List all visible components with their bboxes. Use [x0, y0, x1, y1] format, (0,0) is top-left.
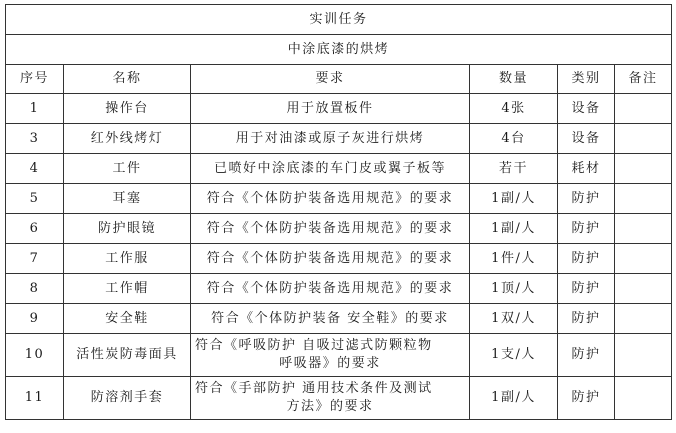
cell-requirement: 已喷好中涂底漆的车门皮或翼子板等	[191, 154, 470, 184]
cell-requirement: 用于对油漆或原子灰进行烘烤	[191, 124, 470, 154]
cell-no: 7	[6, 244, 64, 274]
cell-remark	[615, 244, 672, 274]
cell-category: 耗材	[558, 154, 615, 184]
cell-category: 防护	[558, 304, 615, 334]
cell-no: 10	[6, 334, 64, 377]
cell-name: 工作帽	[64, 274, 191, 304]
cell-quantity: 4张	[470, 94, 558, 124]
cell-quantity: 1顶/人	[470, 274, 558, 304]
cell-remark	[615, 214, 672, 244]
requirement-line-1: 符合《手部防护 通用技术条件及测试	[195, 381, 433, 396]
cell-name: 耳塞	[64, 184, 191, 214]
table-row	[6, 184, 672, 214]
header-quantity: 数量	[470, 65, 558, 94]
cell-quantity: 1件/人	[470, 244, 558, 274]
cell-requirement: 用于放置板件	[191, 94, 470, 124]
table-row	[6, 94, 672, 124]
cell-no: 6	[6, 214, 64, 244]
cell-name: 防护眼镜	[64, 214, 191, 244]
cell-requirement: 符合《个体防护装备选用规范》的要求	[191, 274, 470, 304]
table-row	[6, 304, 672, 334]
cell-remark	[615, 304, 672, 334]
cell-category: 防护	[558, 334, 615, 377]
header-category: 类别	[558, 65, 615, 94]
table-row	[6, 154, 672, 184]
cell-category: 设备	[558, 124, 615, 154]
cell-category: 防护	[558, 377, 615, 420]
cell-name: 操作台	[64, 94, 191, 124]
cell-category: 设备	[558, 94, 615, 124]
cell-name: 安全鞋	[64, 304, 191, 334]
header-requirement: 要求	[191, 65, 470, 94]
cell-no: 1	[6, 94, 64, 124]
cell-name: 工作服	[64, 244, 191, 274]
cell-requirement: 符合《个体防护装备 安全鞋》的要求	[191, 304, 470, 334]
cell-no: 4	[6, 154, 64, 184]
cell-quantity: 若干	[470, 154, 558, 184]
cell-quantity: 1双/人	[470, 304, 558, 334]
requirement-line-2: 呼吸器》的要求	[279, 356, 381, 371]
table-row	[6, 244, 672, 274]
subtitle-row	[6, 35, 672, 65]
cell-requirement: 符合《个体防护装备选用规范》的要求	[191, 184, 470, 214]
header-no: 序号	[6, 65, 64, 94]
header-remark: 备注	[615, 65, 672, 94]
cell-requirement: 符合《个体防护装备选用规范》的要求	[191, 214, 470, 244]
cell-category: 防护	[558, 184, 615, 214]
header-row	[6, 65, 672, 94]
cell-remark	[615, 274, 672, 304]
cell-quantity: 1副/人	[470, 214, 558, 244]
cell-quantity: 1副/人	[470, 184, 558, 214]
cell-quantity: 1副/人	[470, 377, 558, 420]
cell-remark	[615, 334, 672, 377]
cell-remark	[615, 377, 672, 420]
title-row	[6, 5, 672, 35]
cell-requirement	[191, 377, 470, 420]
header-name: 名称	[64, 65, 191, 94]
cell-remark	[615, 94, 672, 124]
table-row	[6, 274, 672, 304]
cell-remark	[615, 154, 672, 184]
cell-no: 11	[6, 377, 64, 420]
requirement-line-2: 方法》的要求	[286, 399, 374, 414]
table-title: 实训任务	[6, 5, 672, 35]
cell-quantity: 1支/人	[470, 334, 558, 377]
cell-name: 防溶剂手套	[64, 377, 191, 420]
cell-name: 工件	[64, 154, 191, 184]
cell-name: 活性炭防毒面具	[64, 334, 191, 377]
table-row	[6, 124, 672, 154]
cell-category: 防护	[558, 214, 615, 244]
table-row	[6, 214, 672, 244]
training-task-table	[5, 4, 672, 420]
cell-name: 红外线烤灯	[64, 124, 191, 154]
cell-no: 9	[6, 304, 64, 334]
table-row	[6, 334, 672, 377]
cell-no: 3	[6, 124, 64, 154]
table-row	[6, 377, 672, 420]
cell-category: 防护	[558, 274, 615, 304]
cell-no: 5	[6, 184, 64, 214]
cell-no: 8	[6, 274, 64, 304]
cell-requirement	[191, 334, 470, 377]
cell-category: 防护	[558, 244, 615, 274]
cell-remark	[615, 124, 672, 154]
cell-quantity: 4台	[470, 124, 558, 154]
cell-remark	[615, 184, 672, 214]
cell-requirement: 符合《个体防护装备选用规范》的要求	[191, 244, 470, 274]
table-subtitle: 中涂底漆的烘烤	[6, 35, 672, 65]
requirement-line-1: 符合《呼吸防护 自吸过滤式防颗粒物	[195, 338, 433, 353]
